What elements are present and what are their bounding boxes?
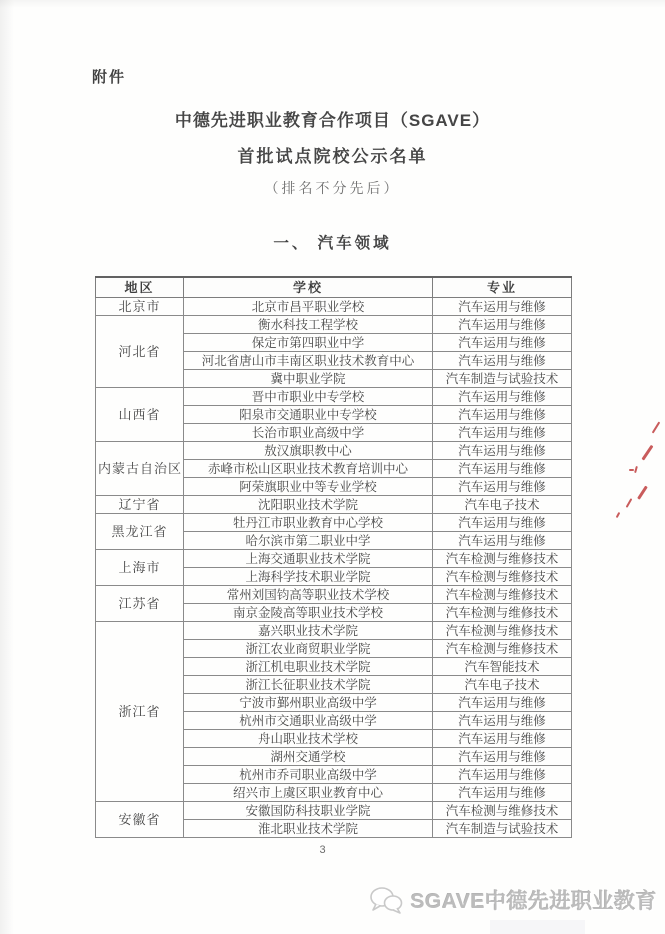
school-cell: 晋中市职业中专学校 bbox=[184, 388, 433, 406]
school-cell: 淮北职业技术学院 bbox=[184, 820, 433, 838]
table-header-row bbox=[96, 277, 572, 298]
column-header-1: 学校 bbox=[184, 277, 433, 298]
school-cell: 浙江机电职业技术学院 bbox=[184, 658, 433, 676]
major-cell: 汽车检测与维修技术 bbox=[433, 586, 572, 604]
major-cell: 汽车运用与维修 bbox=[433, 352, 572, 370]
major-cell: 汽车运用与维修 bbox=[433, 424, 572, 442]
wechat-logo-icon bbox=[368, 884, 404, 916]
major-cell: 汽车运用与维修 bbox=[433, 730, 572, 748]
major-cell: 汽车运用与维修 bbox=[433, 712, 572, 730]
region-cell: 河北省 bbox=[96, 316, 184, 388]
region-cell: 北京市 bbox=[96, 298, 184, 316]
attachment-label: 附件 bbox=[92, 69, 127, 86]
column-header-0: 地区 bbox=[96, 277, 184, 298]
red-pen-mark bbox=[637, 486, 647, 500]
major-cell: 汽车运用与维修 bbox=[433, 316, 572, 334]
school-cell: 常州刘国钧高等职业技术学校 bbox=[184, 586, 433, 604]
major-cell: 汽车检测与维修技术 bbox=[433, 622, 572, 640]
school-cell: 上海交通职业技术学院 bbox=[184, 550, 433, 568]
pilot-schools-table bbox=[95, 276, 572, 838]
major-cell: 汽车运用与维修 bbox=[433, 460, 572, 478]
table-row bbox=[96, 622, 572, 640]
school-cell: 阳泉市交通职业中专学校 bbox=[184, 406, 433, 424]
major-cell: 汽车检测与维修技术 bbox=[433, 640, 572, 658]
table-row bbox=[96, 442, 572, 460]
major-cell: 汽车检测与维修技术 bbox=[433, 604, 572, 622]
school-cell: 宁波市鄞州职业高级中学 bbox=[184, 694, 433, 712]
major-cell: 汽车制造与试验技术 bbox=[433, 370, 572, 388]
school-cell: 北京市昌平职业学校 bbox=[184, 298, 433, 316]
document-title-line1: 中德先进职业教育合作项目（SGAVE） bbox=[174, 111, 491, 130]
school-cell: 南京金陵高等职业技术学校 bbox=[184, 604, 433, 622]
document-subtitle: （排名不分先后） bbox=[264, 182, 401, 197]
red-pen-mark bbox=[634, 466, 638, 473]
major-cell: 汽车运用与维修 bbox=[433, 388, 572, 406]
major-cell: 汽车运用与维修 bbox=[433, 406, 572, 424]
school-cell: 阿荣旗职业中等专业学校 bbox=[184, 478, 433, 496]
red-pen-mark bbox=[641, 445, 653, 460]
major-cell: 汽车电子技术 bbox=[433, 496, 572, 514]
school-cell: 湖州交通学校 bbox=[184, 748, 433, 766]
major-cell: 汽车运用与维修 bbox=[433, 298, 572, 316]
major-cell: 汽车电子技术 bbox=[433, 676, 572, 694]
major-cell: 汽车检测与维修技术 bbox=[433, 568, 572, 586]
region-cell: 内蒙古自治区 bbox=[96, 442, 184, 496]
school-cell: 冀中职业学院 bbox=[184, 370, 433, 388]
major-cell: 汽车运用与维修 bbox=[433, 514, 572, 532]
region-cell: 山西省 bbox=[96, 388, 184, 442]
table-row bbox=[96, 316, 572, 334]
major-cell: 汽车智能技术 bbox=[433, 658, 572, 676]
major-cell: 汽车运用与维修 bbox=[433, 532, 572, 550]
school-cell: 沈阳职业技术学院 bbox=[184, 496, 433, 514]
school-cell: 哈尔滨市第二职业中学 bbox=[184, 532, 433, 550]
major-cell: 汽车运用与维修 bbox=[433, 784, 572, 802]
table-row bbox=[96, 802, 572, 820]
school-cell: 牡丹江市职业教育中心学校 bbox=[184, 514, 433, 532]
table-row bbox=[96, 496, 572, 514]
school-cell: 上海科学技术职业学院 bbox=[184, 568, 433, 586]
table-row bbox=[96, 550, 572, 568]
footer-brand bbox=[368, 884, 657, 916]
table-row bbox=[96, 514, 572, 532]
region-cell: 江苏省 bbox=[96, 586, 184, 622]
school-cell: 敖汉旗职教中心 bbox=[184, 442, 433, 460]
major-cell: 汽车运用与维修 bbox=[433, 694, 572, 712]
school-cell: 河北省唐山市丰南区职业技术教育中心 bbox=[184, 352, 433, 370]
major-cell: 汽车制造与试验技术 bbox=[433, 820, 572, 838]
major-cell: 汽车运用与维修 bbox=[433, 334, 572, 352]
scan-smudge bbox=[490, 920, 585, 934]
region-cell: 上海市 bbox=[96, 550, 184, 586]
school-cell: 赤峰市松山区职业技术教育培训中心 bbox=[184, 460, 433, 478]
section-heading: 一、 汽车领域 bbox=[273, 235, 392, 252]
region-cell: 浙江省 bbox=[96, 622, 184, 802]
school-cell: 杭州市乔司职业高级中学 bbox=[184, 766, 433, 784]
red-pen-mark bbox=[629, 469, 634, 471]
school-cell: 绍兴市上虞区职业教育中心 bbox=[184, 784, 433, 802]
major-cell: 汽车运用与维修 bbox=[433, 748, 572, 766]
major-cell: 汽车运用与维修 bbox=[433, 766, 572, 784]
table-row bbox=[96, 586, 572, 604]
major-cell: 汽车运用与维修 bbox=[433, 442, 572, 460]
school-cell: 长治市职业高级中学 bbox=[184, 424, 433, 442]
footer-brand-text: SGAVE中德先进职业教育 bbox=[410, 890, 657, 913]
table-row bbox=[96, 298, 572, 316]
school-cell: 杭州市交通职业高级中学 bbox=[184, 712, 433, 730]
region-cell: 黑龙江省 bbox=[96, 514, 184, 550]
major-cell: 汽车检测与维修技术 bbox=[433, 802, 572, 820]
school-cell: 嘉兴职业技术学院 bbox=[184, 622, 433, 640]
major-cell: 汽车运用与维修 bbox=[433, 478, 572, 496]
school-cell: 衡水科技工程学校 bbox=[184, 316, 433, 334]
region-cell: 安徽省 bbox=[96, 802, 184, 838]
school-cell: 舟山职业技术学校 bbox=[184, 730, 433, 748]
school-cell: 浙江农业商贸职业学院 bbox=[184, 640, 433, 658]
red-pen-mark bbox=[626, 498, 633, 508]
school-cell: 保定市第四职业中学 bbox=[184, 334, 433, 352]
school-cell: 安徽国防科技职业学院 bbox=[184, 802, 433, 820]
school-cell: 浙江长征职业技术学院 bbox=[184, 676, 433, 694]
column-header-2: 专业 bbox=[433, 277, 572, 298]
page-number: 3 bbox=[319, 844, 326, 856]
major-cell: 汽车检测与维修技术 bbox=[433, 550, 572, 568]
red-pen-mark bbox=[652, 421, 661, 433]
document-title-line2: 首批试点院校公示名单 bbox=[237, 147, 428, 166]
region-cell: 辽宁省 bbox=[96, 496, 184, 514]
red-pen-mark bbox=[616, 512, 621, 518]
table-row bbox=[96, 388, 572, 406]
